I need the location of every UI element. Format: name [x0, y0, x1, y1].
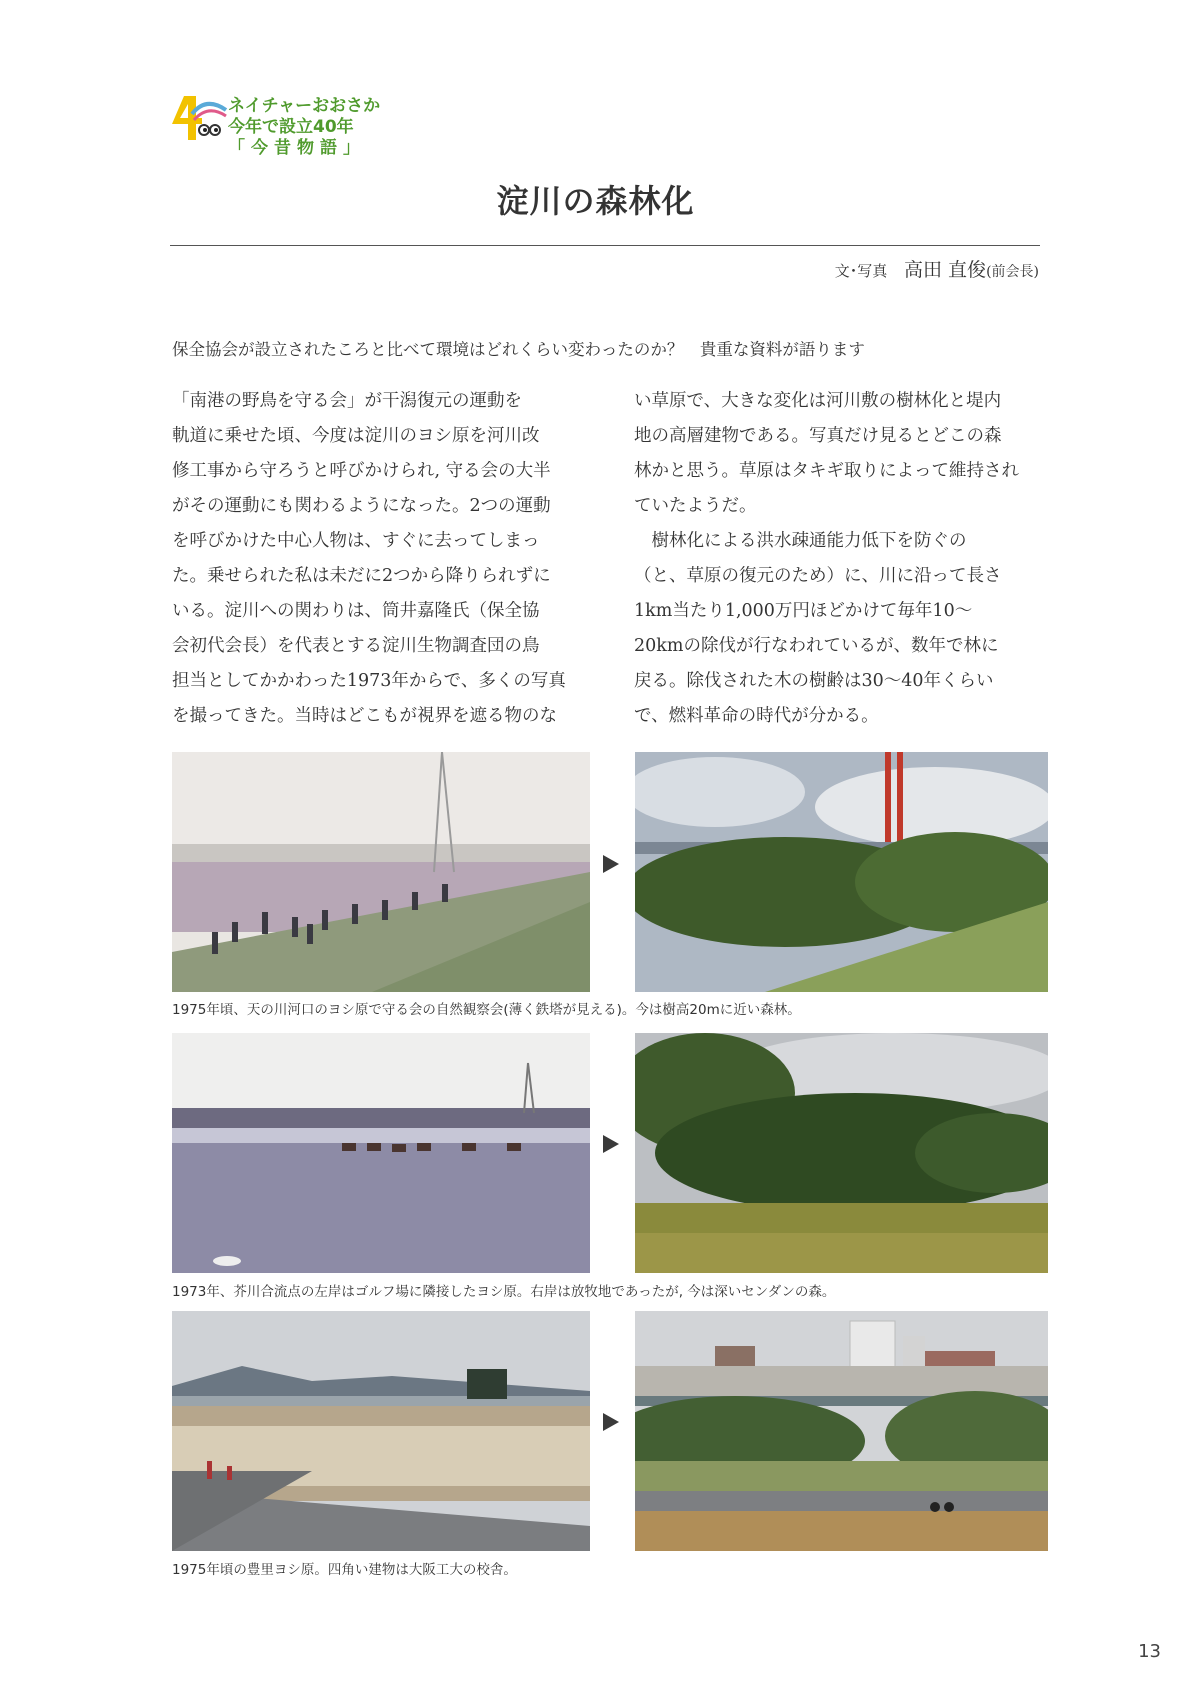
page-number: 13: [1138, 1641, 1161, 1662]
series-line-3: 「今昔物語」: [228, 138, 366, 158]
body-line: 担当としてかかわった1973年からで、多くの写真: [172, 671, 566, 691]
byline: [835, 255, 1039, 282]
body-column-left: [172, 384, 577, 734]
body-line: を呼びかけた中心人物は、すぐに去ってしまっ: [172, 531, 540, 551]
arrow-right-icon: [603, 1413, 619, 1431]
body-line: を撮ってきた。当時はどこもが視界を遮る物のな: [172, 706, 557, 726]
body-column-right: [634, 384, 1039, 734]
body-line: た。乗せられた私は未だに2つから降りられずに: [172, 566, 551, 586]
series-heading: [228, 96, 380, 159]
body-line: 「南港の野鳥を守る会」が干潟復元の運動を: [172, 391, 522, 411]
body-line: （と、草原の復元のため）に、川に沿って長さ: [634, 566, 1002, 586]
series-line-1: ネイチャーおおさか: [228, 96, 381, 116]
arrow-right-icon: [603, 1135, 619, 1153]
arrow-right-icon: [603, 855, 619, 873]
article-title: 淀川の森林化: [496, 182, 695, 220]
photo-amanogawa-now: [635, 752, 1048, 992]
byline-role: (前会長): [986, 264, 1039, 280]
body-line: で、燃料革命の時代が分かる。: [634, 706, 879, 726]
byline-author: 高田 直俊: [904, 259, 987, 281]
anniversary-logo: [170, 94, 230, 144]
series-line-2: 今年で設立40年: [228, 117, 354, 137]
title-divider: [170, 245, 1040, 246]
body-line: 修工事から守ろうと呼びかけられ, 守る会の大半: [172, 461, 551, 481]
body-line: がその運動にも関わるようになった。2つの運動: [172, 496, 551, 516]
byline-label: 文･写真: [834, 262, 888, 280]
body-line: 林かと思う。草原はタキギ取りによって維持され: [634, 461, 1019, 481]
body-line: い草原で、大きな変化は河川敷の樹林化と堤内: [634, 391, 1002, 411]
photo-toyosato-now: [635, 1311, 1048, 1551]
body-line: 20kmの除伐が行なわれているが、数年で林に: [634, 636, 999, 656]
body-line: 地の高層建物である。写真だけ見るとどこの森: [634, 426, 1002, 446]
body-line: 樹林化による洪水疎通能力低下を防ぐの: [634, 531, 967, 551]
photo-1975-amanogawa-then: [172, 752, 590, 992]
photo-akutagawa-now: [635, 1033, 1048, 1273]
photo-caption-1: 1975年頃、天の川河口のヨシ原で守る会の自然観察会(薄く鉄塔が見える)。今は樹高20mに近い森林。: [172, 1002, 801, 1018]
body-line: 軌道に乗せた頃、今度は淀川のヨシ原を河川改: [172, 426, 540, 446]
photo-caption-3: 1975年頃の豊里ヨシ原。四角い建物は大阪工大の校舎。: [172, 1562, 517, 1578]
photo-1975-toyosato-then: [172, 1311, 590, 1551]
body-line: 戻る。除伐された木の樹齢は30～40年くらい: [634, 671, 994, 691]
lead-text: 保全協会が設立されたころと比べて環境はどれくらい変わったのか？ 貴重な資料が語ります: [172, 340, 865, 359]
photo-caption-2: 1973年、芥川合流点の左岸はゴルフ場に隣接したヨシ原。右岸は放牧地であったが, 今は深いセンダンの森。: [172, 1284, 836, 1300]
photo-1973-akutagawa-then: [172, 1033, 590, 1273]
body-line: いる。淀川への関わりは、筒井嘉隆氏（保全協: [172, 601, 540, 621]
body-line: 会初代会長）を代表とする淀川生物調査団の鳥: [172, 636, 540, 656]
body-line: 1km当たり1,000万円ほどかけて毎年10～: [634, 601, 973, 621]
body-line: ていたようだ。: [634, 496, 757, 516]
